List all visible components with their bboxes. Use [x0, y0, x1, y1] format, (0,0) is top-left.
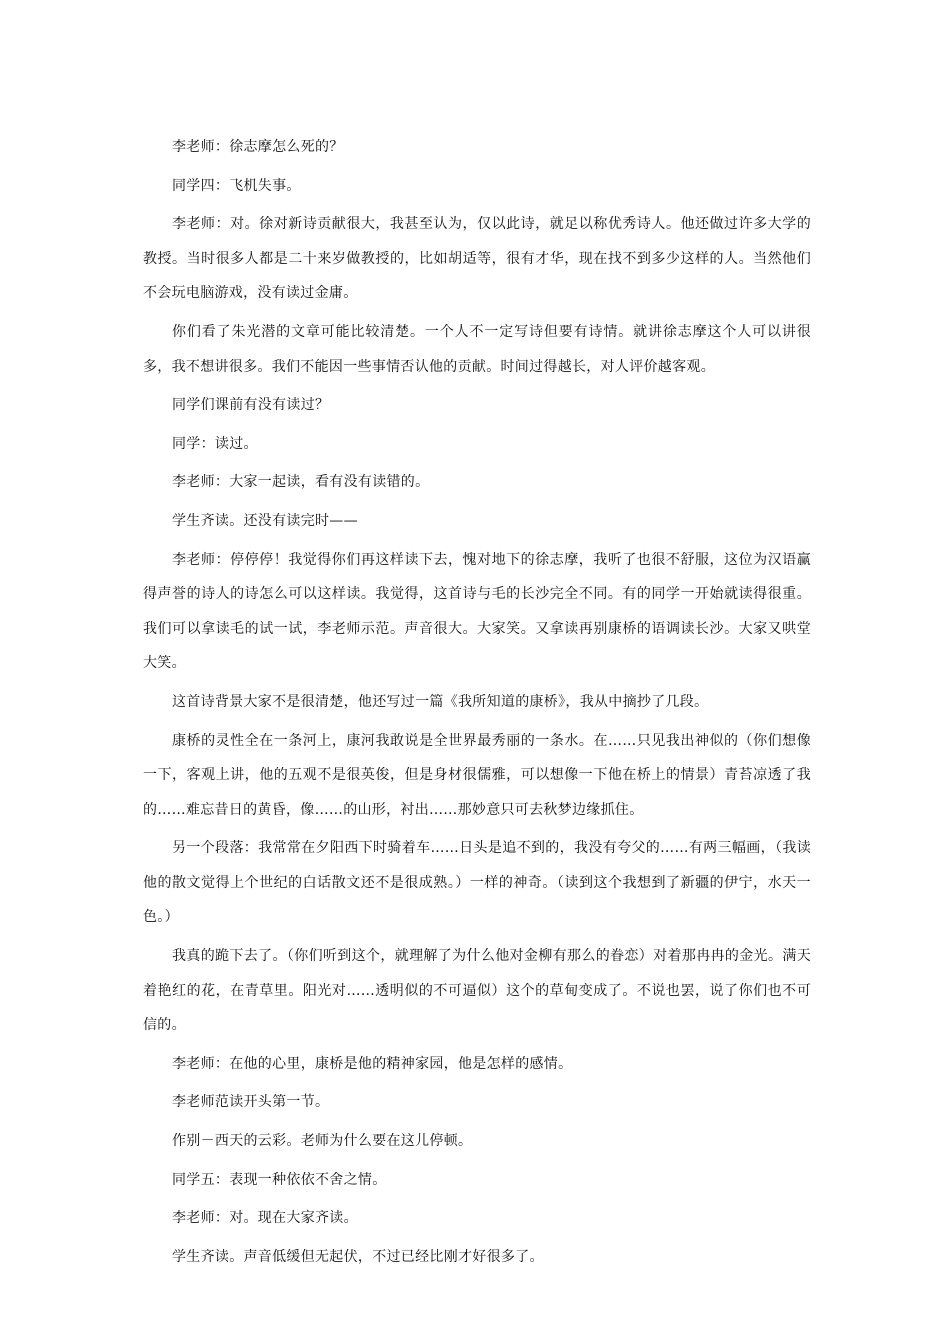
paragraph: 另一个段落：我常常在夕阳西下时骑着车……日头是追不到的，我没有夸父的……有两三幅画，（我读他的散文觉得上个世纪的白话散文还不是很成熟。）一样的神奇。（读到这个我想到了新疆的伊宁，水天一色。） — [143, 840, 811, 926]
paragraph: 同学：读过。 — [172, 435, 258, 452]
paragraph: 李老师：对。徐对新诗贡献很大，我甚至认为，仅以此诗，就足以称优秀诗人。他还做过许多大学的教授。当时很多人都是二十来岁做教授的，比如胡适等，很有才华，现在找不到多少这样的人。当然他们不会玩电脑游戏，没有读过金庸。 — [143, 216, 811, 302]
paragraph: 这首诗背景大家不是很清楚，他还写过一篇《我所知道的康桥》，我从中摘抄了几段。 — [172, 693, 709, 710]
paragraph: 康桥的灵性全在一条河上，康河我敢说是全世界最秀丽的一条水。在……只见我出神似的（你们想像一下，客观上讲，他的五观不是很英俊，但是身材很儒雅，可以想像一下他在桥上的情景）青苔凉透了我的……难忘昔日的黄昏，像……的山形，衬出……那妙意只可去秋梦边缘抓住。 — [143, 732, 811, 818]
paragraph: 李老师：对。现在大家齐读。 — [172, 1210, 358, 1227]
paragraph: 李老师范读开头第一节。 — [172, 1094, 330, 1111]
paragraph: 你们看了朱光潜的文章可能比较清楚。一个人不一定写诗但要有诗情。就讲徐志摩这个人可以讲很多，我不想讲很多。我们不能因一些事情否认他的贡献。时间过得越长，对人评价越客观。 — [143, 323, 811, 375]
paragraph: 李老师：徐志摩怎么死的？ — [172, 139, 344, 155]
paragraph: 李老师：大家一起读，看有没有读错的。 — [172, 474, 430, 491]
paragraph: 同学五：表现一种依依不舍之情。 — [172, 1171, 387, 1188]
paragraph: 李老师：在他的心里，康桥是他的精神家园，他是怎样的感情。 — [172, 1055, 573, 1072]
paragraph: 学生齐读。还没有读完时—— — [172, 512, 358, 529]
paragraph: 我真的跪下去了。（你们听到这个，就理解了为什么他对金柳有那么的眷恋）对着那冉冉的金光。满天着艳红的花，在青草里。阳光对……透明似的不可逼似）这个的草甸变成了。不说也罢，说了你们也不可信的。 — [143, 948, 811, 1034]
paragraph: 同学们课前有没有读过？ — [172, 397, 330, 414]
paragraph: 李老师：停停停！我觉得你们再这样读下去，愧对地下的徐志摩，我听了也很不舒服，这位为汉语赢得声誉的诗人的诗怎么可以这样读。我觉得，这首诗与毛的长沙完全不同。有的同学一开始就读得很重。我们可以拿读毛的试一试，李老师示范。声音很大。大家笑。又拿读再别康桥的语调读长沙。大家又哄堂大笑。 — [143, 551, 811, 672]
paragraph: 作别－西天的云彩。老师为什么要在这儿停顿。 — [172, 1133, 473, 1150]
paragraph: 学生齐读。声音低缓但无起伏，不过已经比刚才好很多了。 — [172, 1248, 544, 1265]
document-body — [143, 130, 811, 1278]
paragraph: 同学四：飞机失事。 — [172, 177, 301, 194]
